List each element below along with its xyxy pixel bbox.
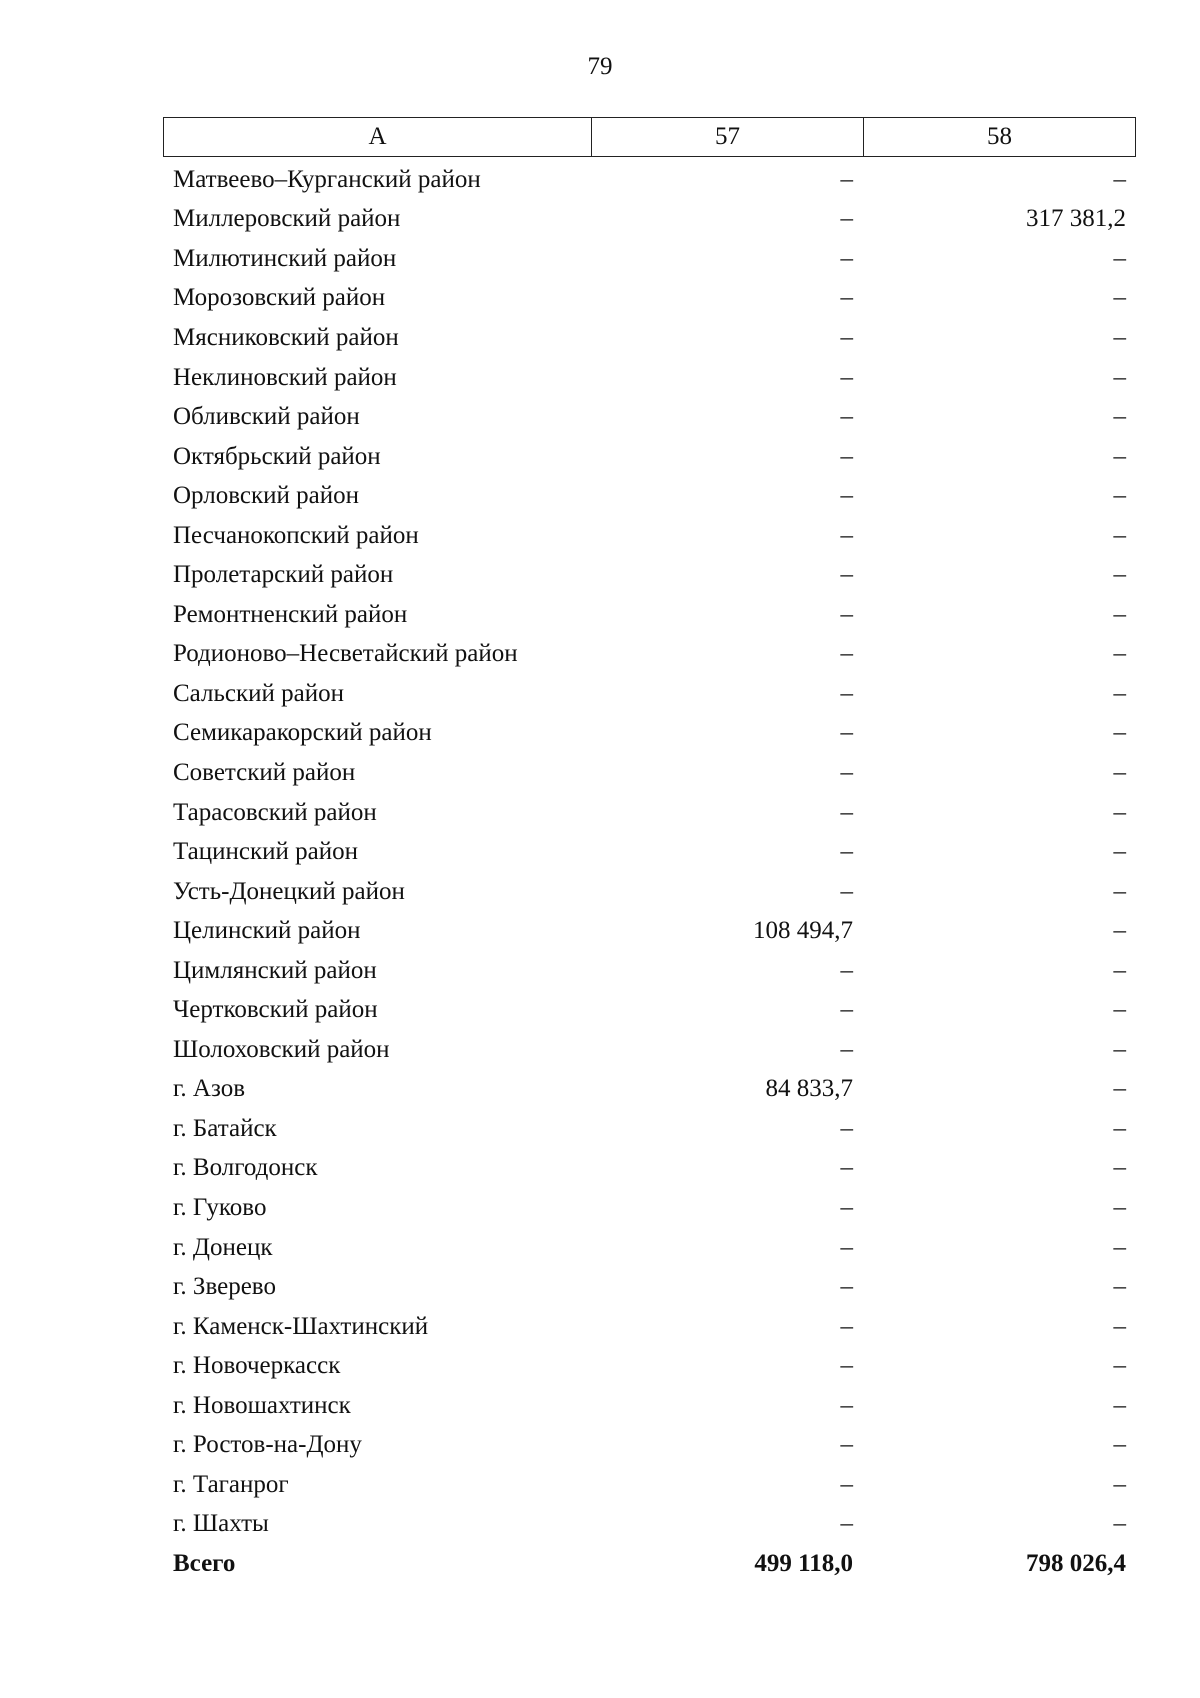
row-value-58-cell: – [1113, 323, 1126, 351]
row-name-cell: Пролетарский район [173, 561, 394, 589]
total-label: Всего [173, 1549, 236, 1577]
row-name-cell: г. Зверево [173, 1273, 276, 1301]
row-value-57-cell: – [840, 798, 853, 826]
row-value-57-cell: – [840, 679, 853, 707]
row-value-57-cell: – [840, 1154, 853, 1182]
row-name-cell: Семикаракорский район [173, 719, 432, 747]
row-value-58-cell: – [1113, 1154, 1126, 1182]
row-value-57-cell: – [840, 165, 853, 193]
row-value-57-cell: – [840, 996, 853, 1024]
row-value-58-cell: – [1113, 1035, 1126, 1063]
row-name-cell: Тарасовский район [173, 798, 377, 826]
table-row [163, 753, 1136, 793]
row-value-57-cell: – [840, 1193, 853, 1221]
table-row [163, 1188, 1136, 1228]
table-row [163, 1030, 1136, 1070]
table-row [163, 437, 1136, 477]
row-value-58-cell: – [1113, 1391, 1126, 1419]
row-name-cell: г. Шахты [173, 1510, 269, 1538]
row-name-cell: Сальский район [173, 679, 344, 707]
page-number: 79 [587, 53, 613, 80]
row-value-57-cell: – [840, 561, 853, 589]
table-row [163, 1346, 1136, 1386]
row-name-cell: Мясниковский район [173, 323, 399, 351]
total-row [163, 1544, 1136, 1584]
row-value-57-cell: – [840, 1114, 853, 1142]
row-value-58-cell: – [1113, 996, 1126, 1024]
table-row [163, 160, 1136, 200]
row-value-57-cell: – [840, 1233, 853, 1261]
row-name-cell: Матвеево–Курганский район [173, 165, 481, 193]
row-value-57-cell: 108 494,7 [753, 917, 853, 945]
row-name-cell: г. Новошахтинск [173, 1391, 351, 1419]
row-name-cell: Миллеровский район [173, 205, 401, 233]
row-value-58-cell: – [1113, 442, 1126, 470]
row-name-cell: Песчанокопский район [173, 521, 419, 549]
row-value-57-cell: – [840, 719, 853, 747]
row-value-58-cell: – [1113, 1273, 1126, 1301]
row-value-58-cell: – [1113, 1114, 1126, 1142]
row-value-57-cell: – [840, 1470, 853, 1498]
row-value-57-cell: – [840, 284, 853, 312]
row-value-57-cell: – [840, 956, 853, 984]
row-value-57-cell: – [840, 403, 853, 431]
table-row [163, 951, 1136, 991]
row-value-57-cell: – [840, 1510, 853, 1538]
table-row [163, 1505, 1136, 1545]
table-row [163, 911, 1136, 951]
row-name-cell: Чертковский район [173, 996, 378, 1024]
row-value-58-cell: – [1113, 403, 1126, 431]
row-value-58-cell: – [1113, 719, 1126, 747]
table-row [163, 476, 1136, 516]
row-name-cell: г. Волгодонск [173, 1154, 318, 1182]
row-name-cell: Цимлянский район [173, 956, 377, 984]
row-value-57-cell: – [840, 1391, 853, 1419]
row-name-cell: Милютинский район [173, 244, 397, 272]
table-row [163, 555, 1136, 595]
row-value-58-cell: – [1113, 1470, 1126, 1498]
total-value-57: 499 118,0 [754, 1549, 853, 1577]
row-value-57-cell: – [840, 323, 853, 351]
table-row [163, 397, 1136, 437]
row-name-cell: г. Новочеркасск [173, 1352, 341, 1380]
row-value-57-cell: – [840, 1352, 853, 1380]
row-value-57-cell: – [840, 600, 853, 628]
row-value-58-cell: – [1113, 798, 1126, 826]
row-value-58-cell: 317 381,2 [1026, 205, 1126, 233]
row-value-57-cell: 84 833,7 [765, 1075, 853, 1103]
row-value-58-cell: – [1113, 561, 1126, 589]
row-name-cell: г. Каменск-Шахтинский [173, 1312, 429, 1340]
row-name-cell: Родионово–Несветайский район [173, 640, 518, 668]
row-value-58-cell: – [1113, 640, 1126, 668]
row-value-58-cell: – [1113, 758, 1126, 786]
row-value-58-cell: – [1113, 1510, 1126, 1538]
row-value-57-cell: – [840, 1431, 853, 1459]
row-value-57-cell: – [840, 1312, 853, 1340]
row-value-57-cell: – [840, 758, 853, 786]
row-value-58-cell: – [1113, 244, 1126, 272]
row-value-58-cell: – [1113, 600, 1126, 628]
row-value-58-cell: – [1113, 165, 1126, 193]
row-value-58-cell: – [1113, 284, 1126, 312]
table-row [163, 1307, 1136, 1347]
row-name-cell: г. Батайск [173, 1114, 277, 1142]
row-value-57-cell: – [840, 838, 853, 866]
table-row [163, 1109, 1136, 1149]
row-name-cell: г. Таганрог [173, 1470, 289, 1498]
row-name-cell: г. Гуково [173, 1193, 267, 1221]
row-name-cell: Обливский район [173, 403, 360, 431]
table-row [163, 595, 1136, 635]
row-name-cell: Усть-Донецкий район [173, 877, 405, 905]
row-name-cell: Целинский район [173, 917, 361, 945]
table-row [163, 318, 1136, 358]
row-value-58-cell: – [1113, 1193, 1126, 1221]
row-value-57-cell: – [840, 1035, 853, 1063]
row-name-cell: Советский район [173, 758, 356, 786]
table-row [163, 872, 1136, 912]
table-row [163, 516, 1136, 556]
row-value-58-cell: – [1113, 877, 1126, 905]
table-row [163, 1070, 1136, 1110]
row-value-57-cell: – [840, 205, 853, 233]
row-name-cell: Шолоховский район [173, 1035, 390, 1063]
header-cell-a: А [164, 118, 592, 156]
table-row [163, 714, 1136, 754]
row-value-57-cell: – [840, 877, 853, 905]
row-name-cell: Неклиновский район [173, 363, 397, 391]
table-row [163, 674, 1136, 714]
row-value-58-cell: – [1113, 482, 1126, 510]
row-name-cell: г. Донецк [173, 1233, 273, 1261]
row-name-cell: Тацинский район [173, 838, 358, 866]
row-value-57-cell: – [840, 363, 853, 391]
row-value-57-cell: – [840, 244, 853, 272]
table-row [163, 200, 1136, 240]
table-row [163, 1465, 1136, 1505]
row-value-57-cell: – [840, 1273, 853, 1301]
table-row [163, 1386, 1136, 1426]
header-cell-57: 57 [592, 118, 864, 156]
row-name-cell: г. Ростов-на-Дону [173, 1431, 362, 1459]
row-value-58-cell: – [1113, 1233, 1126, 1261]
row-name-cell: Морозовский район [173, 284, 386, 312]
row-value-57-cell: – [840, 442, 853, 470]
table-row [163, 1426, 1136, 1466]
table-row [163, 635, 1136, 675]
table-header [163, 117, 1136, 157]
row-value-58-cell: – [1113, 917, 1126, 945]
row-value-57-cell: – [840, 521, 853, 549]
row-value-58-cell: – [1113, 838, 1126, 866]
table-row [163, 1267, 1136, 1307]
row-name-cell: Орловский район [173, 482, 359, 510]
row-name-cell: г. Азов [173, 1075, 246, 1103]
row-name-cell: Ремонтненский район [173, 600, 408, 628]
table-row [163, 793, 1136, 833]
table-row [163, 279, 1136, 319]
table-body [163, 160, 1136, 1584]
row-name-cell: Октябрьский район [173, 442, 381, 470]
row-value-58-cell: – [1113, 521, 1126, 549]
row-value-58-cell: – [1113, 956, 1126, 984]
row-value-57-cell: – [840, 640, 853, 668]
row-value-58-cell: – [1113, 1075, 1126, 1103]
row-value-58-cell: – [1113, 1431, 1126, 1459]
header-cell-58: 58 [987, 123, 1012, 150]
row-value-58-cell: – [1113, 1352, 1126, 1380]
table-row [163, 1149, 1136, 1189]
row-value-57-cell: – [840, 482, 853, 510]
table-row [163, 832, 1136, 872]
row-value-58-cell: – [1113, 679, 1126, 707]
table-row [163, 990, 1136, 1030]
total-value-58: 798 026,4 [1026, 1549, 1126, 1577]
table-row [163, 358, 1136, 398]
row-value-58-cell: – [1113, 363, 1126, 391]
row-value-58-cell: – [1113, 1312, 1126, 1340]
table-row [163, 1228, 1136, 1268]
table-row [163, 239, 1136, 279]
